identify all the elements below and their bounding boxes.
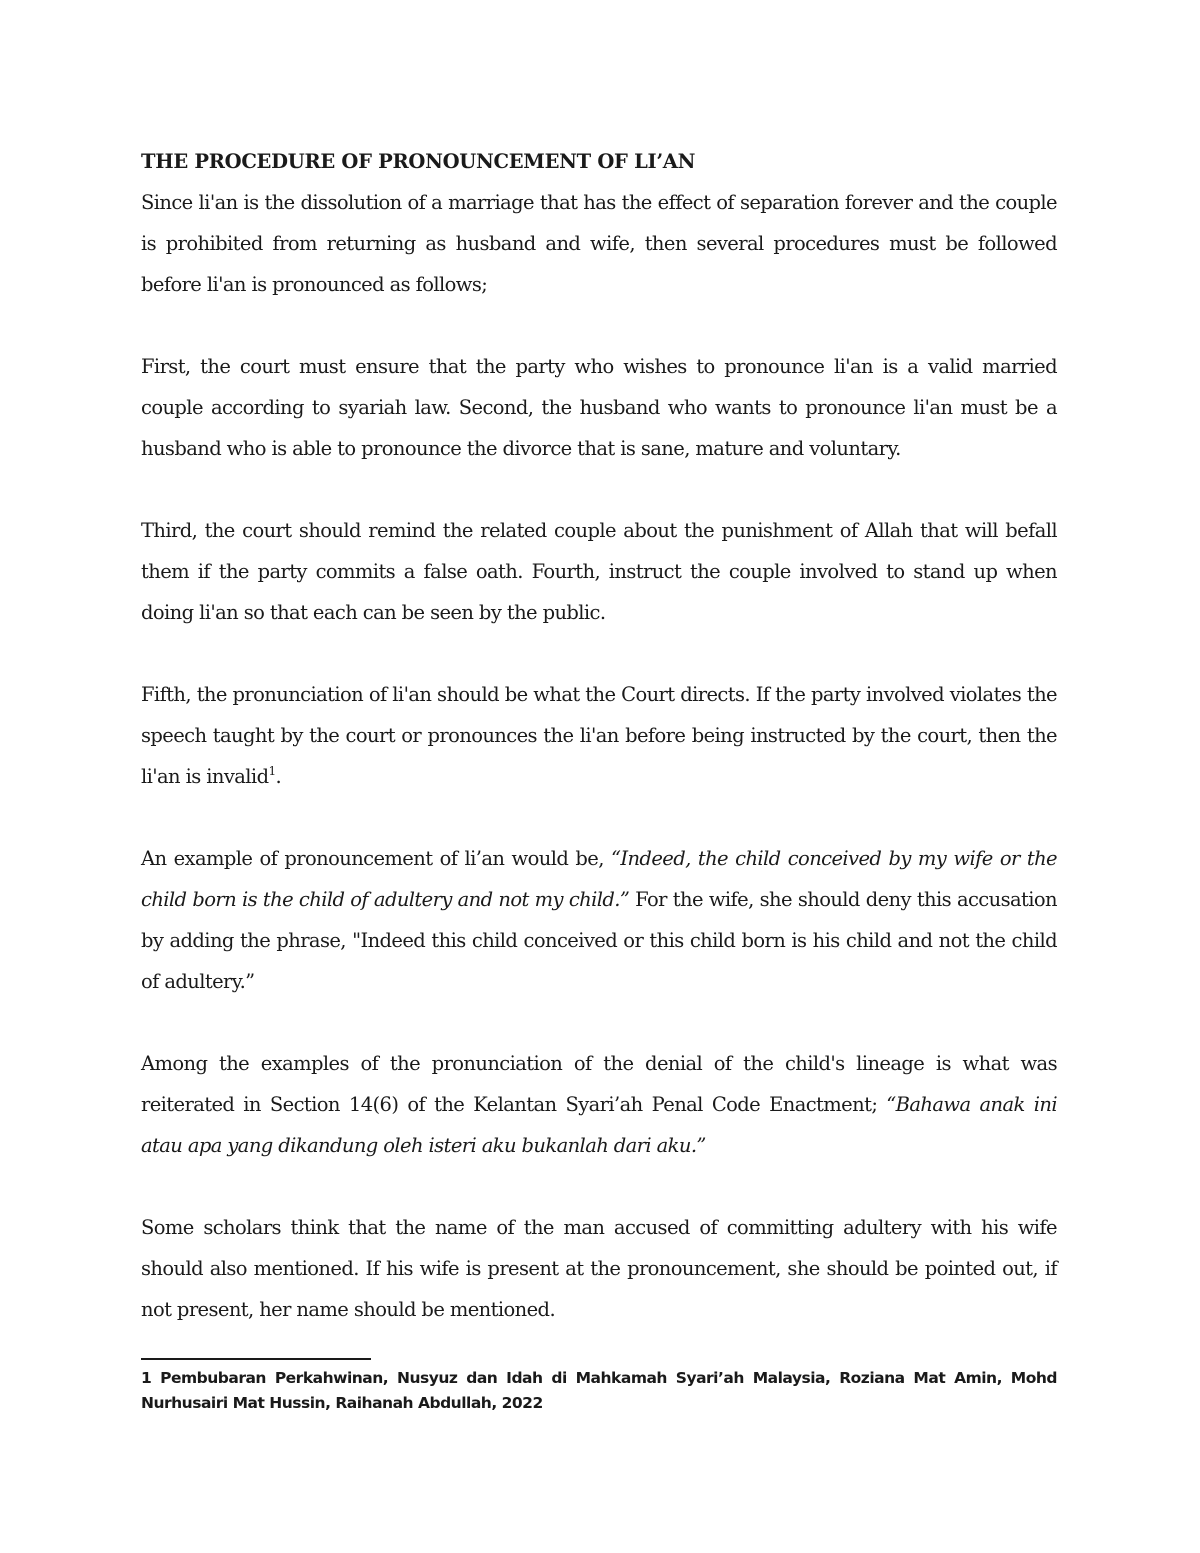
paragraph-section-14 <box>141 1043 1057 1166</box>
example-rest: For the wife, she should deny this accusation by adding the phrase, "Indeed this child conceived or this child born is his child and not the child of adultery.” <box>141 888 1057 993</box>
page-title: THE PROCEDURE OF PRONOUNCEMENT OF LI’AN <box>141 150 696 173</box>
section-lead: Among the examples of the pronunciation of the denial of the child's lineage is what was reiterated in Section 14(6) of the Kelantan Syari’ah Penal Code Enactment; <box>141 1052 1057 1116</box>
document-body <box>141 141 1057 1371</box>
paragraph-third-fourth: Third, the court should remind the related couple about the punishment of Allah that will befall them if the party commits a false oath. Fourth, instruct the couple involved to stand up when doing li'an so that each can be seen by the public. <box>141 519 1057 624</box>
paragraph-intro: Since li'an is the dissolution of a marriage that has the effect of separation forever and the couple is prohibited from returning as husband and wife, then several procedures must be followed before li'an is pronounced as follows; <box>141 191 1057 296</box>
paragraph-example <box>141 838 1057 1002</box>
example-lead: An example of pronouncement of li’an would be, <box>141 847 611 870</box>
paragraph-first-second: First, the court must ensure that the party who wishes to pronounce li'an is a valid married couple according to syariah law. Second, the husband who wants to pronounce li'an must be a husband who is able to pronounce the divorce that is sane, mature and voluntary. <box>141 355 1057 460</box>
paragraph-scholars: Some scholars think that the name of the man accused of committing adultery with his wife should also mentioned. If his wife is present at the pronouncement, she should be pointed out, if not present, her name should be mentioned. <box>141 1216 1057 1321</box>
paragraph-fifth-text: Fifth, the pronunciation of li'an should be what the Court directs. If the party involved violates the speech taught by the court or pronounces the li'an before being instructed by the court, then the li'an is invalid <box>141 683 1057 788</box>
paragraph-fifth <box>141 674 1057 797</box>
footnote-divider <box>141 1358 371 1360</box>
footnote-reference[interactable]: 1 <box>268 764 276 778</box>
paragraph-fifth-end: . <box>275 765 282 788</box>
section-quote: “Bahawa anak ini atau apa yang dikandung oleh isteri aku bukanlah dari aku.” <box>141 1093 1057 1157</box>
footnote-text: 1 Pembubaran Perkahwinan, Nusyuz dan Idah di Mahkamah Syari’ah Malaysia, Roziana Mat Amin, Mohd Nurhusairi Mat Hussin, Raihanah Abdullah, 2022 <box>141 1369 1057 1412</box>
example-quote: “Indeed, the child conceived by my wife or the child born is the child of adultery and not my child.” <box>141 847 1057 911</box>
